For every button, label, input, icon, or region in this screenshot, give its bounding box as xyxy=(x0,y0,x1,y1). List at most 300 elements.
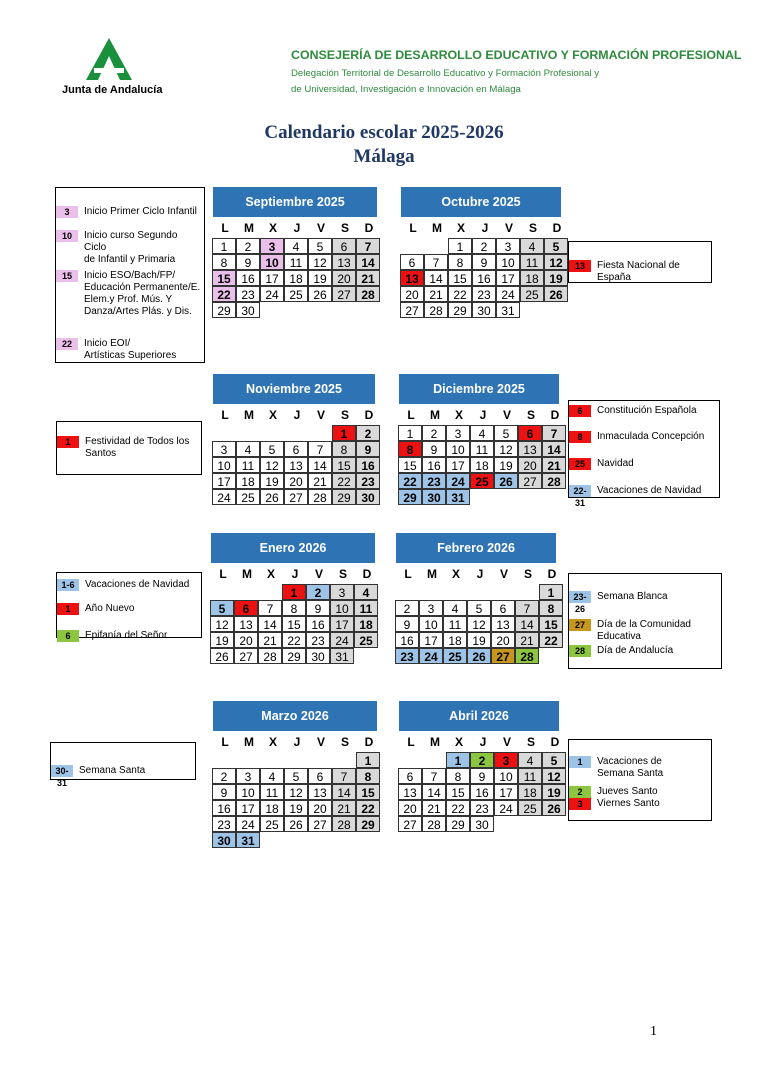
day-cell: 23 xyxy=(212,816,236,832)
day-cell: 17 xyxy=(212,473,236,489)
legend-text: Inicio curso Segundo Ciclo de Infantil y Primaria xyxy=(84,230,178,265)
weekday-label: J xyxy=(293,221,301,235)
day-cell: 30 xyxy=(470,816,494,832)
month-calendar xyxy=(396,533,556,664)
day-cell: 3 xyxy=(236,768,260,784)
week-row xyxy=(213,238,377,254)
day-cell: 20 xyxy=(400,286,424,302)
week-row xyxy=(396,616,556,632)
weekday-label: X xyxy=(454,735,463,749)
day-cell: 11 xyxy=(260,784,284,800)
weekday-label: L xyxy=(407,735,415,749)
org-line-1: Delegación Territorial de Desarrollo Educativo y Formación Profesional y xyxy=(291,68,600,79)
week-row xyxy=(213,302,377,318)
day-cell: 4 xyxy=(518,752,542,768)
day-cell: 30 xyxy=(472,302,496,318)
day-cell: 4 xyxy=(354,584,378,600)
day-cell: 20 xyxy=(491,632,515,648)
week-row xyxy=(211,600,375,616)
legend-text: Año Nuevo xyxy=(85,603,135,614)
day-cell: 16 xyxy=(470,784,494,800)
day-cell: 15 xyxy=(282,616,306,632)
weekday-label: D xyxy=(364,221,374,235)
day-cell: 8 xyxy=(446,768,470,784)
day-cell: 6 xyxy=(284,441,308,457)
week-row xyxy=(399,784,559,800)
legend-code: 1 xyxy=(57,436,79,448)
week-row xyxy=(211,648,375,664)
day-cell: 24 xyxy=(419,648,443,664)
day-cell: 22 xyxy=(356,800,380,816)
weekday-label: X xyxy=(268,735,277,749)
legend-code: 3 xyxy=(56,206,78,218)
legend-text: Constitución Española xyxy=(597,405,697,416)
day-cell: 27 xyxy=(398,816,422,832)
day-cell: 6 xyxy=(308,768,332,784)
day-cell: 14 xyxy=(258,616,282,632)
day-cell: 19 xyxy=(210,632,234,648)
weekday-header xyxy=(399,404,559,425)
day-cell: 23 xyxy=(470,800,494,816)
weekday-header xyxy=(213,731,377,752)
day-cell: 8 xyxy=(356,768,380,784)
day-cell: 26 xyxy=(494,473,518,489)
day-cell: 27 xyxy=(518,473,542,489)
day-cell: 28 xyxy=(356,286,380,302)
day-cell: 8 xyxy=(398,441,422,457)
day-cell: 28 xyxy=(542,473,566,489)
week-row xyxy=(399,800,559,816)
week-row xyxy=(213,425,375,441)
day-cell: 2 xyxy=(212,768,236,784)
weekday-label: S xyxy=(340,735,349,749)
day-cell: 26 xyxy=(308,286,332,302)
weekday-label: M xyxy=(244,735,254,749)
day-cell: 5 xyxy=(467,600,491,616)
day-cell: 3 xyxy=(419,600,443,616)
day-cell: 14 xyxy=(422,784,446,800)
week-row xyxy=(213,768,377,784)
weekday-label: J xyxy=(479,408,487,422)
day-cell: 25 xyxy=(443,648,467,664)
day-cell: 2 xyxy=(470,752,494,768)
day-cell: 23 xyxy=(356,473,380,489)
day-cell: 2 xyxy=(236,238,260,254)
day-cell: 12 xyxy=(284,784,308,800)
day-cell: 26 xyxy=(467,648,491,664)
weekday-label: S xyxy=(340,221,349,235)
week-row xyxy=(213,816,377,832)
legend-text: Inmaculada Concepción xyxy=(597,431,705,442)
day-cell: 18 xyxy=(284,270,308,286)
week-row xyxy=(399,768,559,784)
month-title: Octubre 2025 xyxy=(401,187,561,217)
week-row xyxy=(213,270,377,286)
weekday-label: L xyxy=(221,221,229,235)
day-cell: 21 xyxy=(515,632,539,648)
legend-text: Inicio Primer Ciclo Infantil xyxy=(84,206,197,217)
month-title: Abril 2026 xyxy=(399,701,559,731)
day-cell: 29 xyxy=(282,648,306,664)
day-cell: 26 xyxy=(210,648,234,664)
day-cell: 1 xyxy=(282,584,306,600)
day-cell: 6 xyxy=(491,600,515,616)
week-row xyxy=(211,584,375,600)
legend-box xyxy=(568,400,720,508)
day-cell: 24 xyxy=(212,489,236,505)
weekday-label: J xyxy=(293,735,301,749)
day-cell: 7 xyxy=(515,600,539,616)
day-cell: 11 xyxy=(236,457,260,473)
day-cell: 15 xyxy=(398,457,422,473)
week-row xyxy=(211,632,375,648)
day-cell: 3 xyxy=(212,441,236,457)
weekday-label: M xyxy=(430,408,440,422)
day-cell: 21 xyxy=(356,270,380,286)
day-cell: 30 xyxy=(236,302,260,318)
day-cell: 23 xyxy=(306,632,330,648)
page-number: 1 xyxy=(650,1024,657,1039)
day-cell: 28 xyxy=(424,302,448,318)
day-cell: 6 xyxy=(398,768,422,784)
weekday-header xyxy=(213,404,375,425)
day-cell: 13 xyxy=(234,616,258,632)
legend-box xyxy=(568,573,722,669)
day-cell: 26 xyxy=(544,286,568,302)
weekday-label: S xyxy=(340,408,349,422)
day-cell: 25 xyxy=(518,800,542,816)
day-cell: 28 xyxy=(515,648,539,664)
day-cell: 6 xyxy=(400,254,424,270)
week-row xyxy=(399,816,559,832)
week-row xyxy=(213,800,377,816)
day-cell: 14 xyxy=(542,441,566,457)
day-cell: 28 xyxy=(308,489,332,505)
day-cell: 29 xyxy=(398,489,422,505)
day-cell: 26 xyxy=(284,816,308,832)
day-cell: 18 xyxy=(236,473,260,489)
week-row xyxy=(213,784,377,800)
page-subtitle: Málaga xyxy=(353,146,415,167)
legend-box xyxy=(56,572,202,641)
weekday-label: X xyxy=(451,567,460,581)
day-cell: 17 xyxy=(496,270,520,286)
day-cell: 25 xyxy=(470,473,494,489)
day-cell: 13 xyxy=(400,270,424,286)
week-row xyxy=(399,489,559,505)
day-cell: 1 xyxy=(446,752,470,768)
day-cell: 16 xyxy=(395,632,419,648)
day-cell: 14 xyxy=(356,254,380,270)
day-cell: 13 xyxy=(518,441,542,457)
day-cell: 21 xyxy=(542,457,566,473)
day-cell: 19 xyxy=(260,473,284,489)
day-cell: 8 xyxy=(282,600,306,616)
day-cell: 6 xyxy=(518,425,542,441)
week-row xyxy=(399,752,559,768)
legend-code: 13 xyxy=(569,260,591,272)
legend-code: 10 xyxy=(56,230,78,242)
day-cell: 20 xyxy=(332,270,356,286)
weekday-label: M xyxy=(244,408,254,422)
week-row xyxy=(213,489,375,505)
day-cell: 3 xyxy=(330,584,354,600)
weekday-label: V xyxy=(316,221,325,235)
day-cell: 24 xyxy=(260,286,284,302)
day-cell: 24 xyxy=(330,632,354,648)
weekday-label: X xyxy=(454,408,463,422)
day-cell: 22 xyxy=(332,473,356,489)
legend-code: 8 xyxy=(569,431,591,443)
month-calendar xyxy=(211,533,375,664)
weekday-label: D xyxy=(552,221,562,235)
day-cell: 11 xyxy=(284,254,308,270)
day-cell: 24 xyxy=(236,816,260,832)
day-cell: 29 xyxy=(212,302,236,318)
day-cell: 19 xyxy=(494,457,518,473)
day-cell: 16 xyxy=(236,270,260,286)
week-row xyxy=(213,832,377,848)
month-calendar xyxy=(213,187,377,318)
day-cell: 5 xyxy=(542,752,566,768)
day-cell: 25 xyxy=(354,632,378,648)
legend-box xyxy=(55,187,205,363)
month-title: Enero 2026 xyxy=(211,533,375,563)
day-cell: 13 xyxy=(284,457,308,473)
weekday-label: L xyxy=(221,735,229,749)
legend-code: 6 xyxy=(57,630,79,642)
month-calendar xyxy=(401,187,561,318)
day-cell: 8 xyxy=(212,254,236,270)
day-cell: 15 xyxy=(448,270,472,286)
legend-text: Fiesta Nacional de España xyxy=(597,260,680,283)
day-cell: 11 xyxy=(443,616,467,632)
day-cell: 22 xyxy=(448,286,472,302)
weekday-label: J xyxy=(481,221,489,235)
day-cell: 5 xyxy=(544,238,568,254)
org-line-2: de Universidad, Investigación e Innovación en Málaga xyxy=(291,84,521,95)
day-cell: 29 xyxy=(356,816,380,832)
week-row xyxy=(213,441,375,457)
day-cell: 25 xyxy=(284,286,308,302)
day-cell: 20 xyxy=(308,800,332,816)
day-cell: 22 xyxy=(212,286,236,302)
month-calendar xyxy=(213,701,377,848)
day-cell: 3 xyxy=(494,752,518,768)
weekday-label: D xyxy=(547,567,557,581)
day-cell: 18 xyxy=(520,270,544,286)
day-cell: 15 xyxy=(332,457,356,473)
weekday-label: L xyxy=(409,221,417,235)
day-cell: 4 xyxy=(260,768,284,784)
week-row xyxy=(401,254,561,270)
weekday-label: L xyxy=(407,408,415,422)
day-cell: 14 xyxy=(424,270,448,286)
legend-text: Festividad de Todos los Santos xyxy=(85,436,190,459)
week-row xyxy=(213,286,377,302)
day-cell: 1 xyxy=(332,425,356,441)
month-calendar xyxy=(399,701,559,832)
day-cell: 22 xyxy=(446,800,470,816)
day-cell: 27 xyxy=(308,816,332,832)
week-row xyxy=(401,238,561,254)
day-cell: 29 xyxy=(446,816,470,832)
day-cell: 19 xyxy=(544,270,568,286)
weekday-label: J xyxy=(479,735,487,749)
weekday-label: M xyxy=(430,735,440,749)
weekday-label: X xyxy=(266,567,275,581)
month-title: Marzo 2026 xyxy=(213,701,377,731)
day-cell: 25 xyxy=(260,816,284,832)
legend-box xyxy=(568,241,712,283)
weekday-label: V xyxy=(314,567,323,581)
weekday-label: J xyxy=(291,567,299,581)
day-cell: 12 xyxy=(494,441,518,457)
day-cell: 25 xyxy=(520,286,544,302)
weekday-label: J xyxy=(293,408,301,422)
legend-box xyxy=(56,421,202,475)
day-cell: 10 xyxy=(330,600,354,616)
day-cell: 3 xyxy=(496,238,520,254)
day-cell: 3 xyxy=(446,425,470,441)
day-cell: 24 xyxy=(446,473,470,489)
week-row xyxy=(396,600,556,616)
weekday-header xyxy=(211,563,375,584)
day-cell: 5 xyxy=(260,441,284,457)
weekday-label: X xyxy=(268,408,277,422)
day-cell: 2 xyxy=(306,584,330,600)
month-title: Febrero 2026 xyxy=(396,533,556,563)
day-cell: 20 xyxy=(518,457,542,473)
month-title: Diciembre 2025 xyxy=(399,374,559,404)
day-cell: 23 xyxy=(422,473,446,489)
legend-code: 6 xyxy=(569,405,591,417)
day-cell: 22 xyxy=(539,632,563,648)
day-cell: 13 xyxy=(332,254,356,270)
day-cell: 20 xyxy=(398,800,422,816)
week-row xyxy=(213,254,377,270)
day-cell: 6 xyxy=(332,238,356,254)
day-cell: 19 xyxy=(542,784,566,800)
legend-code: 2 xyxy=(569,786,591,798)
day-cell: 30 xyxy=(212,832,236,848)
day-cell: 15 xyxy=(446,784,470,800)
day-cell: 19 xyxy=(308,270,332,286)
day-cell: 7 xyxy=(424,254,448,270)
legend-code: 30-31 xyxy=(51,765,73,777)
legend-text: Semana Blanca xyxy=(597,591,668,602)
day-cell: 9 xyxy=(236,254,260,270)
day-cell: 4 xyxy=(236,441,260,457)
legend-code: 1 xyxy=(569,756,591,768)
day-cell: 31 xyxy=(496,302,520,318)
weekday-label: L xyxy=(404,567,412,581)
week-row xyxy=(213,457,375,473)
day-cell: 5 xyxy=(494,425,518,441)
day-cell: 22 xyxy=(398,473,422,489)
weekday-label: V xyxy=(316,735,325,749)
day-cell: 9 xyxy=(472,254,496,270)
week-row xyxy=(396,584,556,600)
day-cell: 15 xyxy=(539,616,563,632)
legend-text: Día de la Comunidad Educativa xyxy=(597,619,691,642)
day-cell: 15 xyxy=(212,270,236,286)
day-cell: 1 xyxy=(448,238,472,254)
weekday-label: V xyxy=(499,567,508,581)
day-cell: 5 xyxy=(210,600,234,616)
day-cell: 1 xyxy=(356,752,380,768)
day-cell: 5 xyxy=(284,768,308,784)
day-cell: 28 xyxy=(258,648,282,664)
day-cell: 10 xyxy=(212,457,236,473)
day-cell: 27 xyxy=(332,286,356,302)
day-cell: 2 xyxy=(395,600,419,616)
day-cell: 11 xyxy=(354,600,378,616)
day-cell: 27 xyxy=(284,489,308,505)
legend-text: Vacaciones de Navidad xyxy=(85,579,190,590)
day-cell: 10 xyxy=(496,254,520,270)
junta-logo-icon xyxy=(86,38,132,80)
day-cell: 16 xyxy=(306,616,330,632)
day-cell: 5 xyxy=(308,238,332,254)
day-cell: 14 xyxy=(308,457,332,473)
day-cell: 14 xyxy=(515,616,539,632)
weekday-label: S xyxy=(526,408,535,422)
weekday-header xyxy=(213,217,377,238)
junta-logo xyxy=(62,38,172,100)
day-cell: 4 xyxy=(443,600,467,616)
day-cell: 7 xyxy=(308,441,332,457)
weekday-header xyxy=(396,563,556,584)
day-cell: 1 xyxy=(539,584,563,600)
day-cell: 31 xyxy=(236,832,260,848)
legend-code: 22 xyxy=(56,338,78,350)
day-cell: 27 xyxy=(400,302,424,318)
day-cell: 21 xyxy=(258,632,282,648)
weekday-label: M xyxy=(432,221,442,235)
day-cell: 18 xyxy=(443,632,467,648)
day-cell: 30 xyxy=(306,648,330,664)
day-cell: 8 xyxy=(539,600,563,616)
day-cell: 12 xyxy=(542,768,566,784)
day-cell: 12 xyxy=(210,616,234,632)
day-cell: 9 xyxy=(422,441,446,457)
day-cell: 11 xyxy=(470,441,494,457)
day-cell: 15 xyxy=(356,784,380,800)
day-cell: 2 xyxy=(356,425,380,441)
day-cell: 18 xyxy=(260,800,284,816)
day-cell: 21 xyxy=(332,800,356,816)
day-cell: 31 xyxy=(330,648,354,664)
logo-text: Junta de Andalucía xyxy=(62,84,163,96)
day-cell: 2 xyxy=(472,238,496,254)
month-calendar xyxy=(213,374,375,505)
legend-box xyxy=(568,739,712,821)
day-cell: 21 xyxy=(308,473,332,489)
weekday-label: D xyxy=(364,735,374,749)
legend-text: Día de Andalucía xyxy=(597,645,674,656)
day-cell: 17 xyxy=(236,800,260,816)
day-cell: 19 xyxy=(467,632,491,648)
week-row xyxy=(399,473,559,489)
weekday-header xyxy=(401,217,561,238)
weekday-label: S xyxy=(338,567,347,581)
day-cell: 9 xyxy=(356,441,380,457)
day-cell: 16 xyxy=(472,270,496,286)
day-cell: 9 xyxy=(470,768,494,784)
day-cell: 24 xyxy=(494,800,518,816)
weekday-label: V xyxy=(316,408,325,422)
